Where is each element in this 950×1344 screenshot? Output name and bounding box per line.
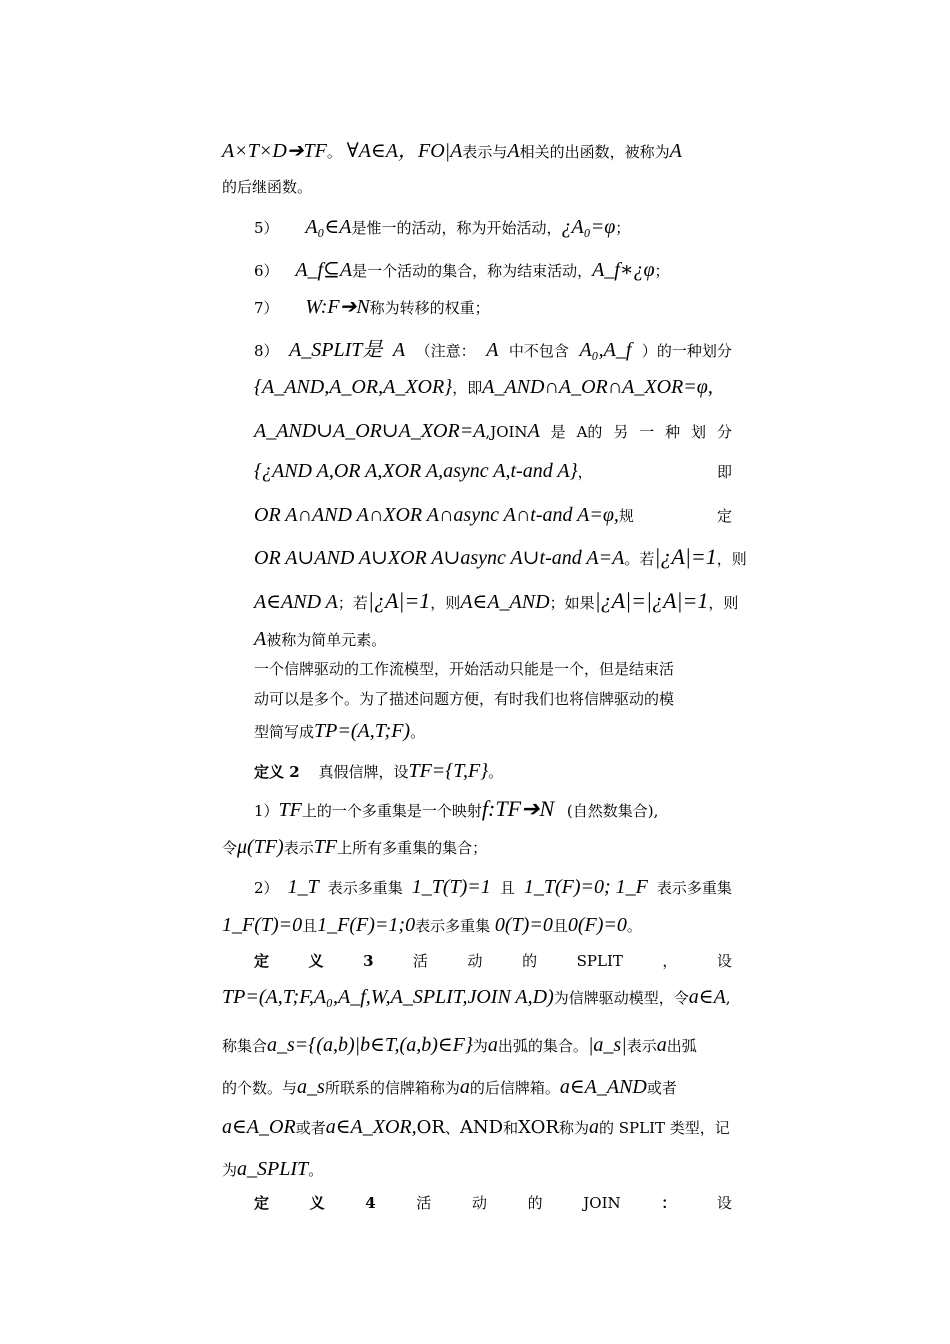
definition-line bbox=[222, 986, 731, 1009]
math: 1_T(F)=0; 1_F bbox=[523, 876, 648, 898]
text: 或者 bbox=[295, 1119, 326, 1137]
text-line bbox=[254, 628, 386, 651]
math: A∈A_AND bbox=[460, 591, 550, 613]
formula-line bbox=[254, 420, 732, 443]
math: A×T×D➔TF bbox=[222, 140, 327, 162]
math: 1_T(T)=1 bbox=[411, 876, 491, 898]
formula-line bbox=[254, 588, 739, 614]
word: SPLIT bbox=[576, 952, 623, 970]
word: 义 bbox=[309, 1194, 325, 1212]
text: 所联系的信牌箱称为 bbox=[324, 1079, 460, 1097]
math: OR A∪AND A∪XOR A∪async A∪t-and A=A bbox=[254, 547, 625, 569]
math: f:TF➔N bbox=[481, 796, 555, 821]
word: ： bbox=[661, 1194, 677, 1212]
math: a∈A_XOR, bbox=[325, 1116, 417, 1138]
math: {A_AND,A_OR,A_XOR} bbox=[254, 376, 453, 398]
text: 1） bbox=[254, 802, 279, 820]
text: 。 bbox=[488, 763, 504, 781]
paragraph-line bbox=[254, 720, 425, 743]
text: 或者 bbox=[646, 1079, 677, 1097]
word: 另 bbox=[613, 423, 629, 441]
text: ，即 bbox=[452, 379, 483, 397]
text: 、 bbox=[444, 1119, 460, 1137]
definition-line bbox=[222, 1076, 677, 1099]
word: 是 bbox=[550, 423, 566, 441]
math: a_SPLIT bbox=[237, 1158, 309, 1180]
word: 设 bbox=[716, 952, 732, 970]
text: 表示多重集 bbox=[415, 917, 491, 935]
math: TF bbox=[278, 799, 302, 821]
text: 为 bbox=[472, 1037, 488, 1055]
definition-label: 定义 2 bbox=[254, 763, 300, 781]
text: 出弧的集合。 bbox=[497, 1037, 588, 1055]
word: A的 bbox=[576, 423, 603, 441]
math: A₀,A_f bbox=[579, 339, 632, 361]
paragraph-line: 动可以是多个。为了描述问题方便，有时我们也将信牌驱动的模 bbox=[254, 690, 675, 708]
definition-heading bbox=[254, 950, 732, 972]
word: 分 bbox=[716, 423, 732, 441]
math: TF bbox=[313, 836, 338, 858]
math: OR A∩AND A∩XOR A∩async A∩t-and A=φ, bbox=[254, 504, 619, 526]
text: 若 bbox=[639, 550, 655, 568]
text: 。 bbox=[308, 1161, 324, 1179]
text: 真假信牌，设 bbox=[318, 763, 409, 781]
list-item bbox=[254, 259, 670, 282]
math: a_s={(a,b)|b∈T,(a,b)∈F} bbox=[267, 1034, 473, 1056]
math: ¿A₀=φ bbox=[561, 216, 616, 238]
text: (自然数集合), bbox=[566, 802, 659, 820]
math: A bbox=[527, 420, 540, 442]
math: a∈A bbox=[688, 986, 726, 1008]
text: ）的一种划分 bbox=[641, 342, 732, 360]
item-number: 8） bbox=[254, 342, 279, 360]
text: 表示与 bbox=[462, 143, 508, 161]
math: a bbox=[487, 1034, 498, 1056]
math: ∀A∈A，FO|A bbox=[346, 140, 463, 162]
math: A bbox=[392, 339, 406, 361]
math: |¿A|=1 bbox=[367, 588, 431, 613]
list-item bbox=[254, 296, 490, 319]
math: |¿A|=|¿A|=1 bbox=[594, 588, 709, 613]
paragraph-line: 一个信牌驱动的工作流模型，开始活动只能是一个，但是结束活 bbox=[254, 660, 675, 678]
math: A_AND∩A_OR∩A_XOR=φ, bbox=[482, 376, 713, 398]
formula-line bbox=[254, 504, 732, 527]
text: 。 bbox=[626, 917, 642, 935]
definition-line bbox=[222, 1158, 323, 1181]
text: 则 bbox=[731, 550, 747, 568]
math: a bbox=[656, 1034, 667, 1056]
text: 是一个活动的集合，称为结束活动， bbox=[352, 262, 593, 280]
word: 活 bbox=[416, 1194, 432, 1212]
word: 设 bbox=[716, 1194, 732, 1212]
math: 1_T bbox=[287, 876, 319, 898]
text: 表示 bbox=[283, 839, 314, 857]
text: 的 SPLIT 类型，记 bbox=[598, 1119, 730, 1137]
text: 出弧 bbox=[666, 1037, 697, 1055]
math: a bbox=[459, 1076, 470, 1098]
text: 相关的出函数，被称为 bbox=[519, 143, 670, 161]
math: A bbox=[486, 339, 499, 361]
text: ， bbox=[716, 550, 732, 568]
text: 为信牌驱动模型，令 bbox=[553, 989, 689, 1007]
text: 表示 bbox=[626, 1037, 657, 1055]
math: A bbox=[507, 140, 520, 162]
math: W:F➔N bbox=[305, 296, 370, 318]
item-number: 5） bbox=[254, 219, 279, 237]
math: |a_s| bbox=[587, 1034, 627, 1056]
item-number: 6） bbox=[254, 262, 279, 280]
list-item bbox=[254, 339, 732, 362]
text: 表示多重集 bbox=[327, 879, 403, 897]
text: 且 bbox=[499, 879, 515, 897]
text: 2） bbox=[254, 879, 279, 897]
word: 义 bbox=[308, 952, 324, 970]
formula-line bbox=[254, 460, 732, 483]
text: 令 bbox=[222, 839, 238, 857]
definition-line bbox=[222, 1034, 697, 1057]
definition-line bbox=[222, 914, 642, 937]
text: 为 bbox=[222, 1161, 238, 1179]
word: 定 bbox=[254, 1194, 270, 1212]
word: 定 bbox=[254, 952, 270, 970]
word: 动 bbox=[471, 1194, 487, 1212]
definition-line bbox=[254, 876, 732, 899]
list-item bbox=[254, 216, 630, 239]
word: ， bbox=[662, 952, 678, 970]
word: 种 bbox=[665, 423, 681, 441]
text: ； bbox=[654, 262, 670, 280]
definition-heading bbox=[254, 1192, 732, 1214]
definition-heading bbox=[254, 760, 503, 783]
text: 即 bbox=[716, 463, 732, 481]
math: 0(F)=0 bbox=[567, 914, 627, 936]
text: ，则 bbox=[708, 594, 739, 612]
word: 活 bbox=[413, 952, 429, 970]
text: 和 bbox=[503, 1119, 519, 1137]
math: 1_F(F)=1;0 bbox=[317, 914, 416, 936]
math: A_f⊆A bbox=[295, 259, 353, 281]
math: A bbox=[254, 628, 267, 650]
text: 且 bbox=[302, 917, 318, 935]
text-line: 的后继函数。 bbox=[222, 178, 313, 196]
text: ,JOIN bbox=[485, 423, 528, 441]
formula-line bbox=[254, 376, 713, 399]
definition-line bbox=[222, 1116, 730, 1139]
math: {¿AND A,OR A,XOR A,async A,t-and A} bbox=[254, 460, 578, 482]
text: , bbox=[725, 989, 731, 1007]
item-number: 7） bbox=[254, 299, 279, 317]
math: 1_F(T)=0 bbox=[222, 914, 303, 936]
text: 是惟一的活动，称为开始活动， bbox=[351, 219, 562, 237]
word: 一 bbox=[639, 423, 655, 441]
text: 且 bbox=[552, 917, 568, 935]
math: TF={T,F} bbox=[408, 760, 489, 782]
text: ；如果 bbox=[549, 594, 595, 612]
math: TP=(A,T;F) bbox=[314, 720, 411, 742]
text: AND bbox=[459, 1117, 504, 1138]
text: 称集合 bbox=[222, 1037, 268, 1055]
text: 称为 bbox=[558, 1119, 589, 1137]
text: （注意： bbox=[415, 342, 476, 360]
text: 规 bbox=[618, 507, 634, 525]
math: μ(TF) bbox=[237, 836, 284, 858]
math: A_SPLIT是 bbox=[289, 339, 383, 361]
text: ，则 bbox=[430, 594, 461, 612]
text: 中不包含 bbox=[508, 342, 569, 360]
word: 3 bbox=[363, 952, 374, 970]
math: A bbox=[669, 140, 682, 162]
text: ； bbox=[615, 219, 631, 237]
math: a∈A_AND bbox=[559, 1076, 647, 1098]
definition-line bbox=[254, 798, 658, 822]
text: 。 bbox=[326, 143, 342, 161]
word: 4 bbox=[365, 1194, 376, 1212]
text: 型简写成 bbox=[254, 723, 315, 741]
math: TP=(A,T;F,A₀,A_f,W,A_SPLIT,JOIN A,D) bbox=[222, 986, 554, 1008]
text: 被称为简单元素。 bbox=[266, 631, 387, 649]
word: 的 bbox=[522, 952, 538, 970]
text: 的后信牌箱。 bbox=[469, 1079, 560, 1097]
text: 上的一个多重集是一个映射 bbox=[301, 802, 482, 820]
text: XOR bbox=[518, 1117, 559, 1138]
text: 。 bbox=[624, 550, 640, 568]
math: |¿A|=1 bbox=[654, 544, 717, 569]
text: 的个数。与 bbox=[222, 1079, 298, 1097]
text: 称为转移的权重； bbox=[369, 299, 490, 317]
text: 表示多重集 bbox=[656, 879, 732, 897]
text: OR bbox=[416, 1117, 445, 1138]
math: A_f∗¿φ bbox=[592, 259, 655, 281]
math: A∈AND A bbox=[254, 591, 338, 613]
text: ， bbox=[577, 463, 593, 481]
math: a∈A_OR bbox=[222, 1116, 296, 1138]
math: A_AND∪A_OR∪A_XOR=A bbox=[254, 420, 486, 442]
formula-line bbox=[254, 544, 747, 570]
text: 。 bbox=[410, 723, 426, 741]
word: 划 bbox=[691, 423, 707, 441]
math: a_s bbox=[297, 1076, 325, 1098]
math: 0(T)=0 bbox=[494, 914, 553, 936]
text: ；若 bbox=[337, 594, 368, 612]
formula-line bbox=[222, 140, 682, 163]
definition-line bbox=[222, 836, 487, 859]
math: A₀∈A bbox=[305, 216, 352, 238]
text: 定 bbox=[716, 507, 732, 525]
word: 的 bbox=[527, 1194, 543, 1212]
text: 上所有多重集的集合； bbox=[337, 839, 488, 857]
word: 动 bbox=[467, 952, 483, 970]
word: JOIN bbox=[583, 1194, 621, 1212]
math: a bbox=[588, 1116, 599, 1138]
